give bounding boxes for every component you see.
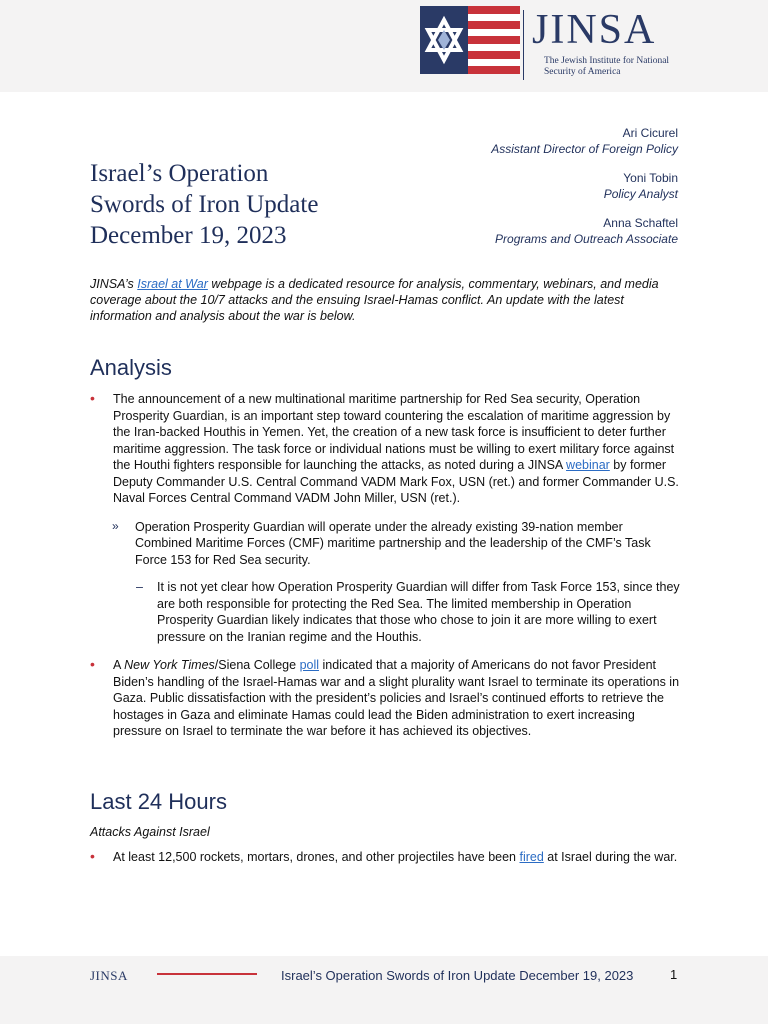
- title-line: December 19, 2023: [90, 222, 287, 249]
- flag-star-emblem-icon: [420, 6, 520, 74]
- israel-at-war-link[interactable]: Israel at War: [137, 277, 208, 291]
- bullet-text: Operation Prosperity Guardian will operate under the already existing 39-nation member Combined Maritime Forces (CMF) maritime partnership and the leadership of the CMF’s Task Force 153 for Red Sea security.: [135, 519, 651, 567]
- bullet-marker: •: [90, 656, 95, 672]
- bullet-marker: •: [90, 390, 95, 406]
- bullet-text: The announcement of a new multinational maritime partnership for Red Sea security, Operation Prosperity Guardian, is an important step toward countering the escalation of maritime aggression by the Iran-backed Houthis in Yemen. Yet, the creation of a new task force is insufficient to deter further maritime aggression. The task force or individual nations must be willing to exert military force against the Houthi fighters responsible for launching the attacks, as noted during a JINSA: [113, 392, 675, 472]
- bullet-text: by former Deputy Commander U.S. Central Command VADM Mark Fox, USN (ret.) and former Commander U.S. Naval Forces Central Command VADM John Miller, USN (ret.).: [113, 458, 679, 505]
- webinar-link[interactable]: webinar: [566, 458, 610, 472]
- intro-text: webpage is a dedicated resource for analysis, commentary, webinars, and media coverage about the 10/7 attacks and the ensuing Israel-Hamas conflict. An update with the latest information and analysis about the war is below.: [90, 277, 659, 323]
- list-item: [90, 391, 680, 507]
- footer-title: Israel’s Operation Swords of Iron Update December 19, 2023: [281, 968, 634, 983]
- title-line: Israel’s Operation: [90, 160, 269, 187]
- sub-sub-list-item: [90, 579, 680, 645]
- last24-list: [90, 849, 680, 866]
- logo-tagline: The Jewish Institute for National Security of America: [544, 56, 670, 77]
- list-item: [90, 849, 680, 866]
- author-role: Programs and Outreach Associate: [495, 232, 678, 246]
- author-entry: [418, 170, 678, 202]
- publication-name: New York Times: [124, 658, 215, 672]
- title-line: Swords of Iron Update: [90, 191, 319, 218]
- author-role: Policy Analyst: [603, 187, 678, 201]
- document-title: [90, 158, 390, 251]
- bullet-text: at Israel during the war.: [543, 850, 678, 864]
- poll-link[interactable]: poll: [299, 658, 320, 672]
- footer-logo: JINSA: [90, 968, 128, 983]
- intro-paragraph: [90, 276, 680, 324]
- author-entry: [418, 215, 678, 247]
- bullet-marker: •: [90, 848, 95, 864]
- bullet-text: At least 12,500 rockets, mortars, drones, and other projectiles have been: [113, 850, 520, 864]
- sub-list-item: [90, 519, 680, 569]
- attacks-subheading: Attacks Against Israel: [90, 825, 210, 839]
- author-role: Assistant Director of Foreign Policy: [491, 142, 678, 156]
- analysis-heading: Analysis: [90, 355, 172, 380]
- list-item: [90, 657, 680, 740]
- footer-rule: [157, 973, 257, 975]
- jinsa-logo[interactable]: [420, 6, 690, 84]
- bullet-text: /Siena College: [214, 658, 300, 672]
- fired-link[interactable]: fired: [519, 850, 544, 864]
- authors-block: [418, 125, 678, 260]
- logo-wordmark: JINSA: [532, 7, 657, 53]
- intro-text: JINSA’s: [90, 277, 138, 291]
- logo-divider: [523, 10, 524, 80]
- last-24-hours-heading: Last 24 Hours: [90, 789, 227, 814]
- author-name: Anna Schaftel: [603, 216, 678, 230]
- bullet-text: A: [113, 658, 125, 672]
- sub-bullet-marker: »: [112, 518, 119, 533]
- analysis-list: [90, 391, 680, 740]
- author-entry: [418, 125, 678, 157]
- author-name: Yoni Tobin: [623, 171, 678, 185]
- bullet-text: It is not yet clear how Operation Prosperity Guardian will differ from Task Force 153, since they are both responsible for protecting the Red Sea. The limited membership in Operation Prosperity Guardian likely indicates that those who chose to join it are more willing to exert pressure on the Iranian regime and the Houthis.: [157, 580, 680, 644]
- bullet-text: indicated that a majority of Americans do not favor President Biden’s handling of the Israel-Hamas war and a slight plurality want Israel to terminate its operations in Gaza. Public dissatisfaction with the president’s policies and Israel’s continued efforts to retrieve the hostages in Gaza and eliminate Hamas could lead the Biden administration to exert increasing pressure on Israel to terminate the war before it has achieved its objectives.: [113, 658, 680, 738]
- author-name: Ari Cicurel: [622, 126, 678, 140]
- page-number: 1: [670, 967, 678, 982]
- dash-marker: –: [136, 580, 143, 594]
- footer-band: [0, 956, 768, 1024]
